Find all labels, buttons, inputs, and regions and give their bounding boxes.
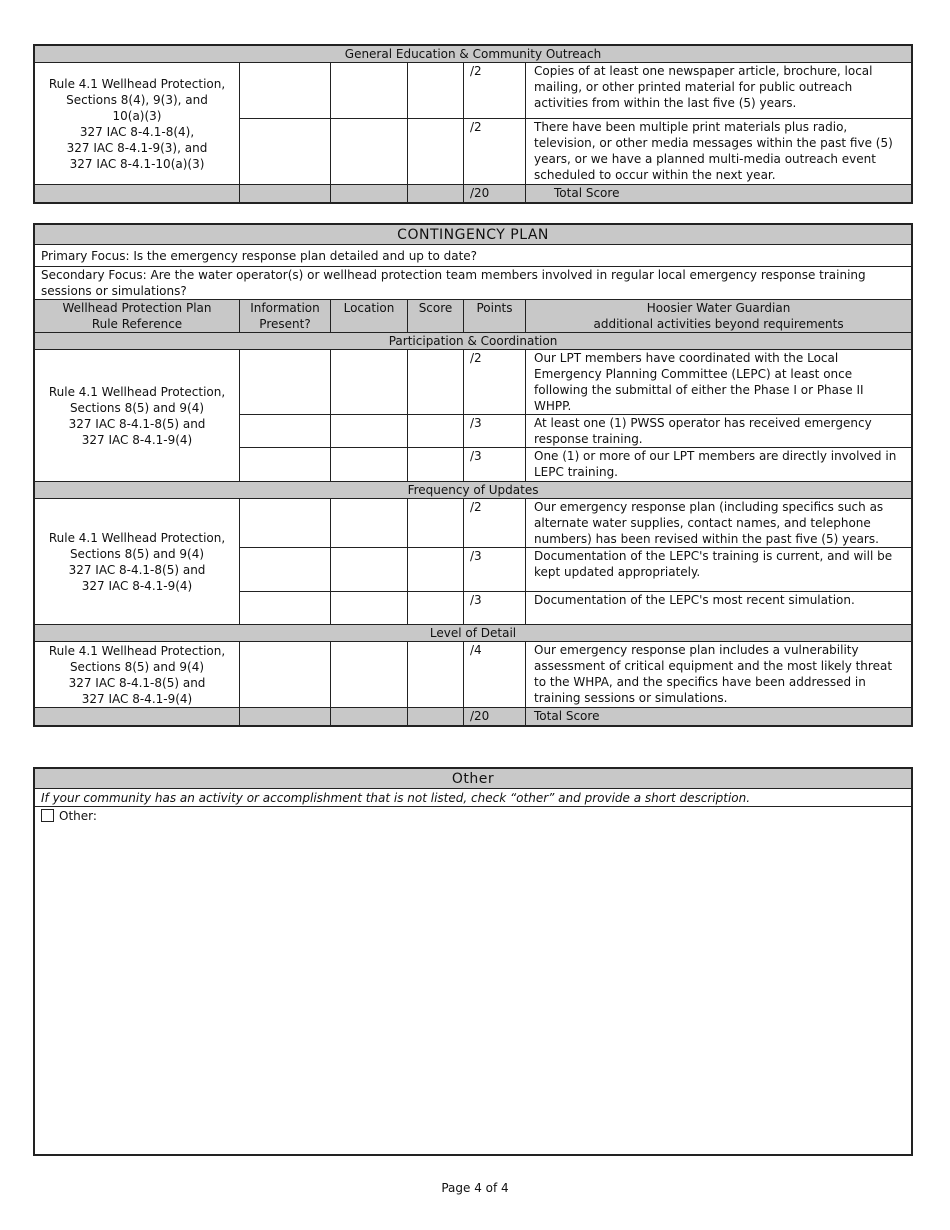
activity-description: One (1) or more of our LPT members are directly involved in LEPC training.	[526, 448, 912, 482]
location-cell[interactable]	[331, 350, 408, 415]
outreach-section-title: General Education & Community Outreach	[35, 46, 912, 63]
total-points: /20	[464, 708, 526, 726]
header-points: Points	[464, 300, 526, 333]
location-cell[interactable]	[331, 548, 408, 592]
header-info-present: Information Present?	[240, 300, 331, 333]
location-cell[interactable]	[331, 119, 408, 185]
total-score-label: Total Score	[526, 708, 912, 726]
points-cell: /2	[464, 119, 526, 185]
score-cell[interactable]	[408, 63, 464, 119]
detail-section-title: Level of Detail	[35, 625, 912, 642]
info-present-cell[interactable]	[240, 592, 331, 625]
points-cell: /2	[464, 350, 526, 415]
activity-description: At least one (1) PWSS operator has received emergency response training.	[526, 415, 912, 448]
total-score-label: Total Score	[526, 185, 912, 203]
activity-description: Copies of at least one newspaper article, brochure, local mailing, or other printed material for public outreach activities from within the last five (5) years.	[526, 63, 912, 119]
points-cell: /2	[464, 499, 526, 548]
info-present-cell[interactable]	[240, 119, 331, 185]
total-row-blank	[331, 708, 408, 726]
activity-description: Documentation of the LEPC's training is current, and will be kept updated appropriately.	[526, 548, 912, 592]
frequency-rule-reference: Rule 4.1 Wellhead Protection, Sections 8(5) and 9(4) 327 IAC 8-4.1-8(5) and 327 IAC 8-4.1-9(4)	[35, 499, 240, 625]
contingency-table	[34, 224, 912, 726]
other-checkbox[interactable]	[41, 809, 54, 822]
header-activity: Hoosier Water Guardian additional activities beyond requirements	[526, 300, 912, 333]
activity-description: There have been multiple print materials plus radio, television, or other media messages within the past five (5) years, or we have a planned multi-media outreach event scheduled to occur within the next year.	[526, 119, 912, 185]
header-score: Score	[408, 300, 464, 333]
score-cell[interactable]	[408, 499, 464, 548]
total-score-cell[interactable]	[408, 185, 464, 203]
location-cell[interactable]	[331, 415, 408, 448]
activity-description: Our emergency response plan includes a vulnerability assessment of critical equipment and the most likely threat to the WHPA, and the specifics have been addressed in training sessions or simulations.	[526, 642, 912, 708]
activity-description: Our emergency response plan (including specifics such as alternate water supplies, contact names, and telephone numbers) has been revised within the past five (5) years.	[526, 499, 912, 548]
points-cell: /2	[464, 63, 526, 119]
info-present-cell[interactable]	[240, 63, 331, 119]
secondary-focus: Secondary Focus: Are the water operator(s) or wellhead protection team members involved in regular local emergency response training sessions or simulations?	[35, 267, 912, 300]
score-cell[interactable]	[408, 548, 464, 592]
points-cell: /3	[464, 448, 526, 482]
total-points: /20	[464, 185, 526, 203]
info-present-cell[interactable]	[240, 548, 331, 592]
header-location: Location	[331, 300, 408, 333]
total-row-blank	[331, 185, 408, 203]
other-table	[34, 768, 912, 1155]
location-cell[interactable]	[331, 63, 408, 119]
frequency-section-title: Frequency of Updates	[35, 482, 912, 499]
outreach-table	[34, 45, 912, 203]
participation-section-title: Participation & Coordination	[35, 333, 912, 350]
location-cell[interactable]	[331, 642, 408, 708]
total-row-blank	[35, 185, 240, 203]
total-row-blank	[240, 708, 331, 726]
header-rule-reference: Wellhead Protection Plan Rule Reference	[35, 300, 240, 333]
score-cell[interactable]	[408, 592, 464, 625]
total-row-blank	[240, 185, 331, 203]
points-cell: /4	[464, 642, 526, 708]
score-cell[interactable]	[408, 350, 464, 415]
info-present-cell[interactable]	[240, 642, 331, 708]
score-cell[interactable]	[408, 642, 464, 708]
points-cell: /3	[464, 592, 526, 625]
other-instructions: If your community has an activity or accomplishment that is not listed, check “other” and provide a short description.	[35, 789, 912, 807]
location-cell[interactable]	[331, 592, 408, 625]
outreach-rule-reference: Rule 4.1 Wellhead Protection, Sections 8(4), 9(3), and 10(a)(3) 327 IAC 8-4.1-8(4), 327 IAC 8-4.1-9(3), and 327 IAC 8-4.1-10(a)(3)	[35, 63, 240, 185]
info-present-cell[interactable]	[240, 350, 331, 415]
score-cell[interactable]	[408, 119, 464, 185]
total-row-blank	[35, 708, 240, 726]
points-cell: /3	[464, 415, 526, 448]
page-footer: Page 4 of 4	[441, 1181, 509, 1195]
info-present-cell[interactable]	[240, 448, 331, 482]
activity-description: Documentation of the LEPC's most recent simulation.	[526, 592, 912, 625]
participation-rule-reference: Rule 4.1 Wellhead Protection, Sections 8(5) and 9(4) 327 IAC 8-4.1-8(5) and 327 IAC 8-4.1-9(4)	[35, 350, 240, 482]
contingency-title: CONTINGENCY PLAN	[35, 225, 912, 245]
score-cell[interactable]	[408, 448, 464, 482]
points-cell: /3	[464, 548, 526, 592]
info-present-cell[interactable]	[240, 415, 331, 448]
detail-rule-reference: Rule 4.1 Wellhead Protection, Sections 8(5) and 9(4) 327 IAC 8-4.1-8(5) and 327 IAC 8-4.1-9(4)	[35, 642, 240, 708]
other-checkbox-label: Other:	[59, 809, 97, 823]
info-present-cell[interactable]	[240, 499, 331, 548]
primary-focus: Primary Focus: Is the emergency response plan detailed and up to date?	[35, 245, 912, 267]
location-cell[interactable]	[331, 448, 408, 482]
other-description-area[interactable]	[35, 807, 912, 1155]
location-cell[interactable]	[331, 499, 408, 548]
activity-description: Our LPT members have coordinated with the Local Emergency Planning Committee (LEPC) at least once following the submittal of either the Phase I or Phase II WHPP.	[526, 350, 912, 415]
total-score-cell[interactable]	[408, 708, 464, 726]
other-title: Other	[35, 769, 912, 789]
score-cell[interactable]	[408, 415, 464, 448]
